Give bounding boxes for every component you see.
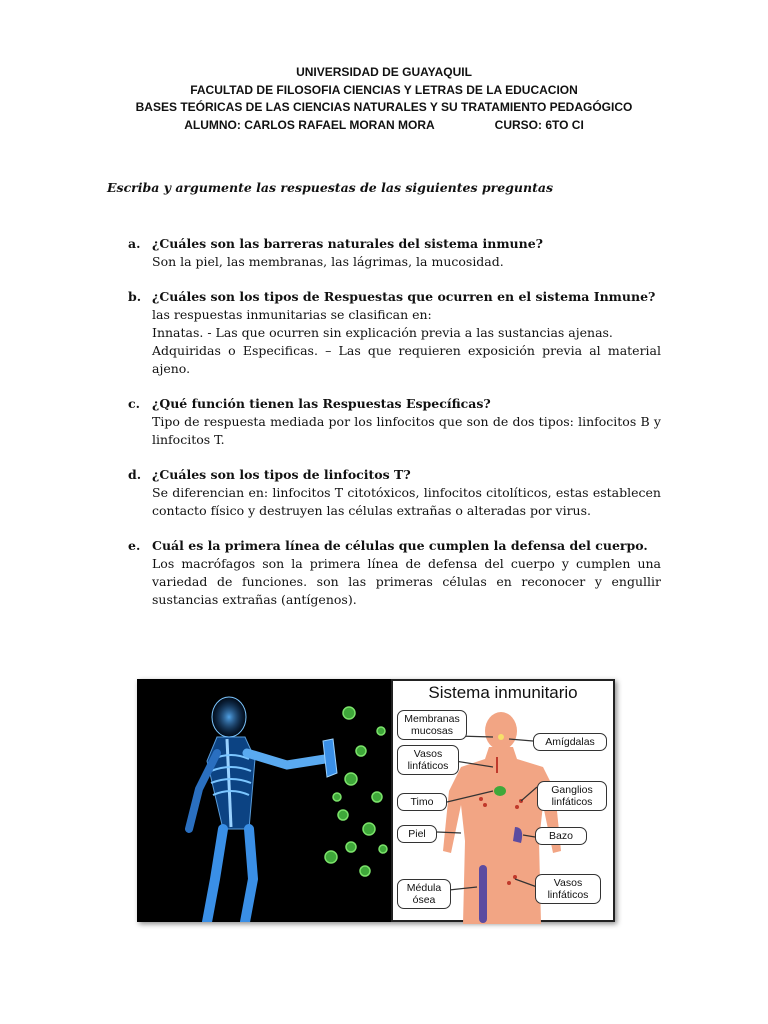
- label-amigdalas: Amígdalas: [533, 733, 607, 751]
- label-membranas-mucosas: Membranas mucosas: [397, 710, 467, 740]
- question-item: [128, 537, 661, 609]
- question-title: ¿Qué función tienen las Respuestas Específicas?: [152, 396, 491, 411]
- question-letter: e.: [128, 538, 141, 553]
- label-ganglios-linfaticos: Ganglios linfáticos: [537, 781, 607, 811]
- header-subject: BASES TEÓRICAS DE LAS CIENCIAS NATURALES Y SU TRATAMIENTO PEDAGÓGICO: [135, 100, 633, 114]
- question-item: [128, 235, 661, 271]
- header-university: UNIVERSIDAD DE GUAYAQUIL: [296, 65, 472, 79]
- label-vasos-linfaticos-top: Vasos linfáticos: [397, 745, 459, 775]
- header-faculty: FACULTAD DE FILOSOFIA CIENCIAS Y LETRAS DE LA EDUCACION: [190, 82, 578, 97]
- skeleton-illustration: [137, 679, 391, 922]
- instruction-text: Escriba y argumente las respuestas de las siguientes preguntas: [107, 180, 553, 195]
- label-timo: Timo: [397, 793, 447, 811]
- question-answer: Tipo de respuesta mediada por los linfocitos que son de dos tipos: linfocitos B y linfocitos T.: [152, 414, 661, 447]
- question-title: ¿Cuáles son los tipos de Respuestas que ocurren en el sistema Inmune?: [152, 289, 656, 304]
- question-letter: b.: [128, 289, 142, 304]
- question-letter: a.: [128, 236, 141, 251]
- question-answer: Se diferencian en: linfocitos T citotóxicos, linfocitos citolíticos, estas establecen contacto físico y destruyen las células extrañas o alteradas por virus.: [152, 485, 661, 518]
- question-list: [128, 235, 661, 626]
- document-header: [0, 64, 768, 134]
- question-answer: Son la piel, las membranas, las lágrimas, la mucosidad.: [152, 254, 504, 269]
- immune-system-figure: [137, 679, 615, 922]
- label-bazo: Bazo: [535, 827, 587, 845]
- diagram-title: Sistema inmunitario: [428, 683, 578, 702]
- question-item: [128, 395, 661, 449]
- header-course: CURSO: 6TO CI: [494, 117, 584, 132]
- label-vasos-linfaticos-bottom: Vasos linfáticos: [535, 874, 601, 904]
- question-title: ¿Cuáles son los tipos de linfocitos T?: [152, 467, 411, 482]
- label-piel: Piel: [397, 825, 437, 843]
- question-answer: las respuestas inmunitarias se clasifican en:: [152, 307, 432, 322]
- human-skeleton-image: [137, 679, 391, 922]
- question-answer: Los macrófagos son la primera línea de defensa del cuerpo y cumplen una variedad de funciones. son las primeras células en reconocer y engullir sustancias extrañas (antígenos).: [152, 556, 661, 607]
- question-letter: c.: [128, 396, 140, 411]
- label-medula-osea: Médula ósea: [397, 879, 451, 909]
- question-answer: Innatas. - Las que ocurren sin explicación previa a las sustancias ajenas.: [152, 325, 613, 340]
- header-student: ALUMNO: CARLOS RAFAEL MORAN MORA: [184, 117, 435, 132]
- question-title: Cuál es la primera línea de células que cumplen la defensa del cuerpo.: [152, 538, 648, 553]
- question-title: ¿Cuáles son las barreras naturales del sistema inmune?: [152, 236, 544, 251]
- header-student-row: [0, 117, 768, 135]
- immune-system-diagram: [391, 679, 615, 922]
- question-answer: Adquiridas o Especificas. – Las que requieren exposición previa al material ajeno.: [152, 343, 661, 376]
- question-item: [128, 288, 661, 378]
- question-letter: d.: [128, 467, 142, 482]
- question-item: [128, 466, 661, 520]
